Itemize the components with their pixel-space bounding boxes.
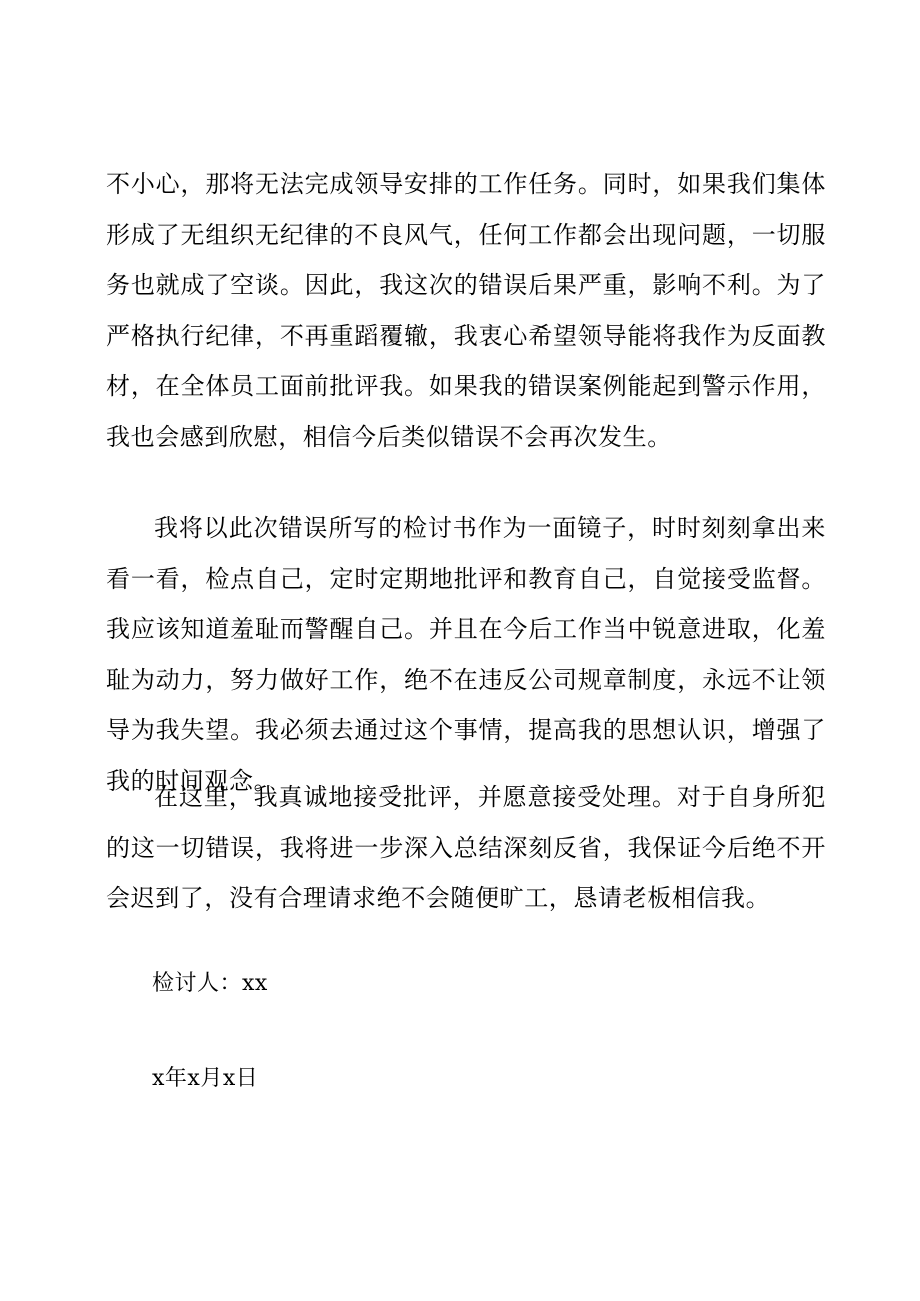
paragraph-3: 在这里，我真诚地接受批评，并愿意接受处理。对于自身所犯的这一切错误，我将进一步深入总结深刻反省，我保证今后绝不开会迟到了，没有合理请求绝不会随便旷工，恳请老板相信我。 xyxy=(106,783,826,912)
signer-line: 检讨人：xx xyxy=(152,971,268,996)
paragraph-2: 我将以此次错误所写的检讨书作为一面镜子，时时刻刻拿出来看一看，检点自己，定时定期地批评和教育自己，自觉接受监督。我应该知道羞耻而警醒自己。并且在今后工作当中锐意进取，化羞耻为动力，努力做好工作，绝不在违反公司规章制度，永远不让领导为我失望。我必须去通过这个事情，提高我的思想认识，增强了我的时间观念。 xyxy=(106,514,826,795)
date-line: x年x月x日 xyxy=(152,1066,259,1091)
paragraph-1: 不小心，那将无法完成领导安排的工作任务。同时，如果我们集体形成了无组织无纪律的不良风气，任何工作都会出现问题，一切服务也就成了空谈。因此，我这次的错误后果严重，影响不利。为了严格执行纪律，不再重蹈覆辙，我衷心希望领导能将我作为反面教材，在全体员工面前批评我。如果我的错误案例能起到警示作用，我也会感到欣慰，相信今后类似错误不会再次发生。 xyxy=(106,170,826,451)
